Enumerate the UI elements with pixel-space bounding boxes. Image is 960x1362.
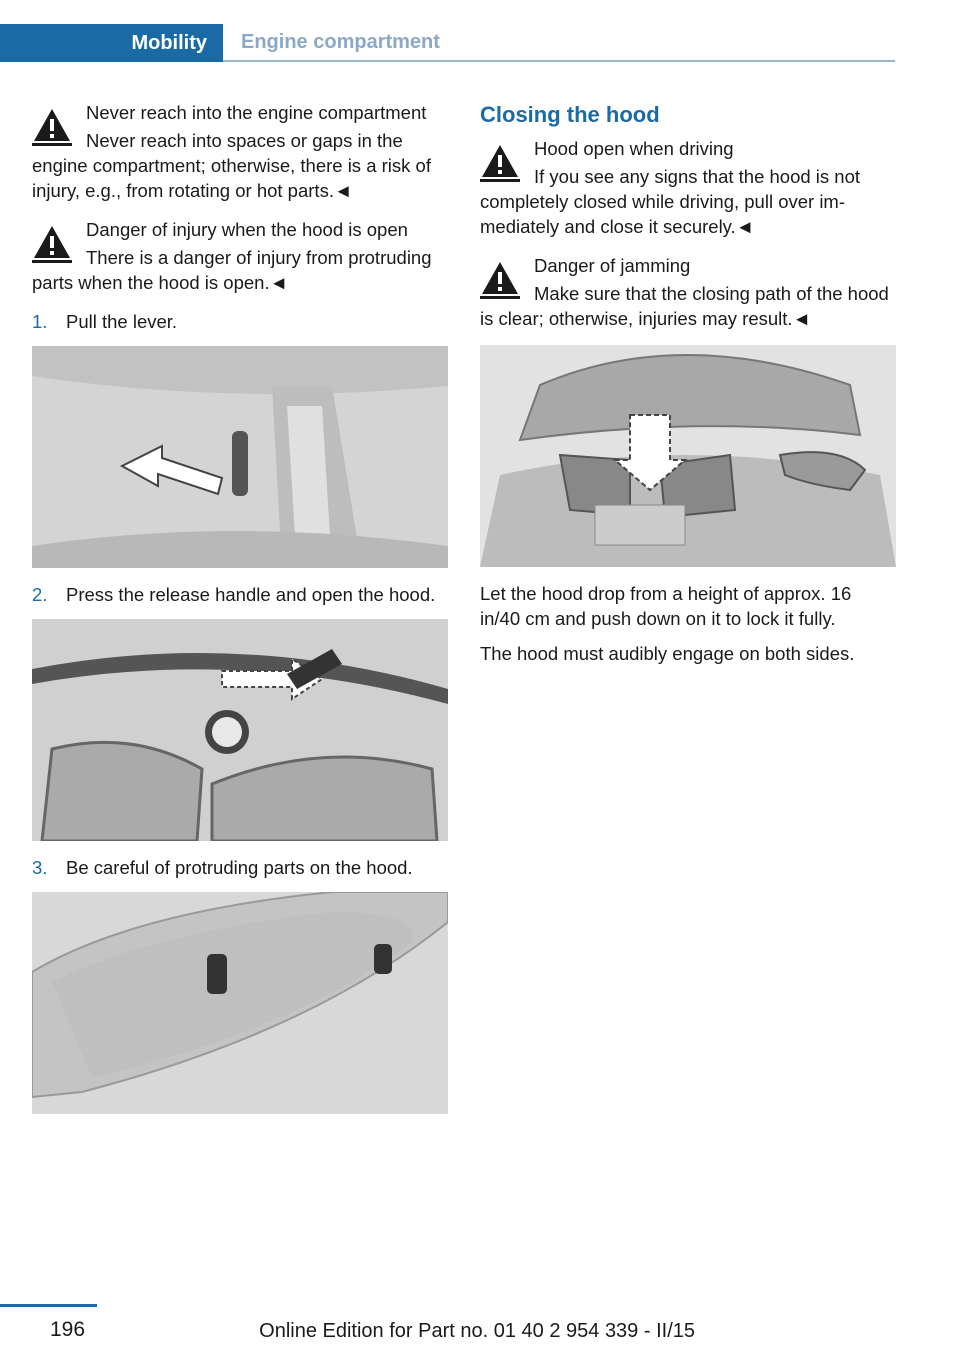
section-heading: Closing the hood bbox=[480, 102, 660, 127]
warning-block bbox=[480, 136, 896, 239]
warning-body: Never reach into spaces or gaps in the engine compartment; otherwise, there is a risk of injury, e.g., from rotating or hot parts.◄ bbox=[32, 130, 431, 201]
warning-block bbox=[32, 217, 448, 295]
step-number: 3. bbox=[32, 857, 48, 878]
left-column bbox=[32, 100, 448, 1128]
warning-title: Danger of injury when the hood is open bbox=[86, 219, 408, 240]
hood-underside-illustration bbox=[32, 892, 448, 1114]
step-item bbox=[32, 582, 448, 607]
warning-title: Danger of jamming bbox=[534, 255, 691, 276]
step-item bbox=[32, 309, 448, 334]
step-number: 2. bbox=[32, 584, 48, 605]
step-item bbox=[32, 855, 448, 880]
warning-title: Hood open when driving bbox=[534, 138, 734, 159]
header-section-title: Engine compartment bbox=[241, 31, 440, 53]
step-text: Be careful of protruding parts on the hood. bbox=[66, 857, 413, 878]
step-text: Pull the lever. bbox=[66, 311, 178, 332]
warning-triangle-icon bbox=[480, 142, 520, 182]
step-text: Press the release handle and open the hood. bbox=[66, 584, 436, 605]
edition-note: Online Edition for Part no. 01 40 2 954 339 - II/15 bbox=[259, 1320, 695, 1342]
header-divider bbox=[223, 60, 895, 62]
warning-body: Make sure that the closing path of the hood is clear; otherwise, injuries may result.◄ bbox=[480, 283, 889, 329]
warning-triangle-icon bbox=[32, 223, 72, 263]
right-column bbox=[480, 100, 896, 676]
header-tab bbox=[0, 24, 223, 62]
page-number: 196 bbox=[50, 1318, 86, 1341]
lever-illustration bbox=[32, 346, 448, 568]
warning-body: There is a danger of injury from protruding parts when the hood is open.◄ bbox=[32, 247, 432, 293]
footer-divider bbox=[0, 1304, 97, 1307]
page-header bbox=[0, 0, 895, 62]
step-number: 1. bbox=[32, 311, 48, 332]
warning-body: If you see any signs that the hood is not completely closed while driving, pull over immediately and close it securely.◄ bbox=[480, 166, 861, 237]
warning-triangle-icon bbox=[32, 106, 72, 146]
paragraph: The hood must audibly engage on both sides. bbox=[480, 643, 855, 664]
warning-title: Never reach into the engine compartment bbox=[86, 102, 427, 123]
warning-triangle-icon bbox=[480, 259, 520, 299]
release-handle-illustration bbox=[32, 619, 448, 841]
header-tab-label: Mobility bbox=[131, 32, 207, 54]
paragraph: Let the hood drop from a height of approx. 16 in/40 cm and push down on it to lock it fully. bbox=[480, 583, 852, 629]
closing-hood-illustration bbox=[480, 345, 896, 567]
warning-block bbox=[480, 253, 896, 331]
warning-block bbox=[32, 100, 448, 203]
